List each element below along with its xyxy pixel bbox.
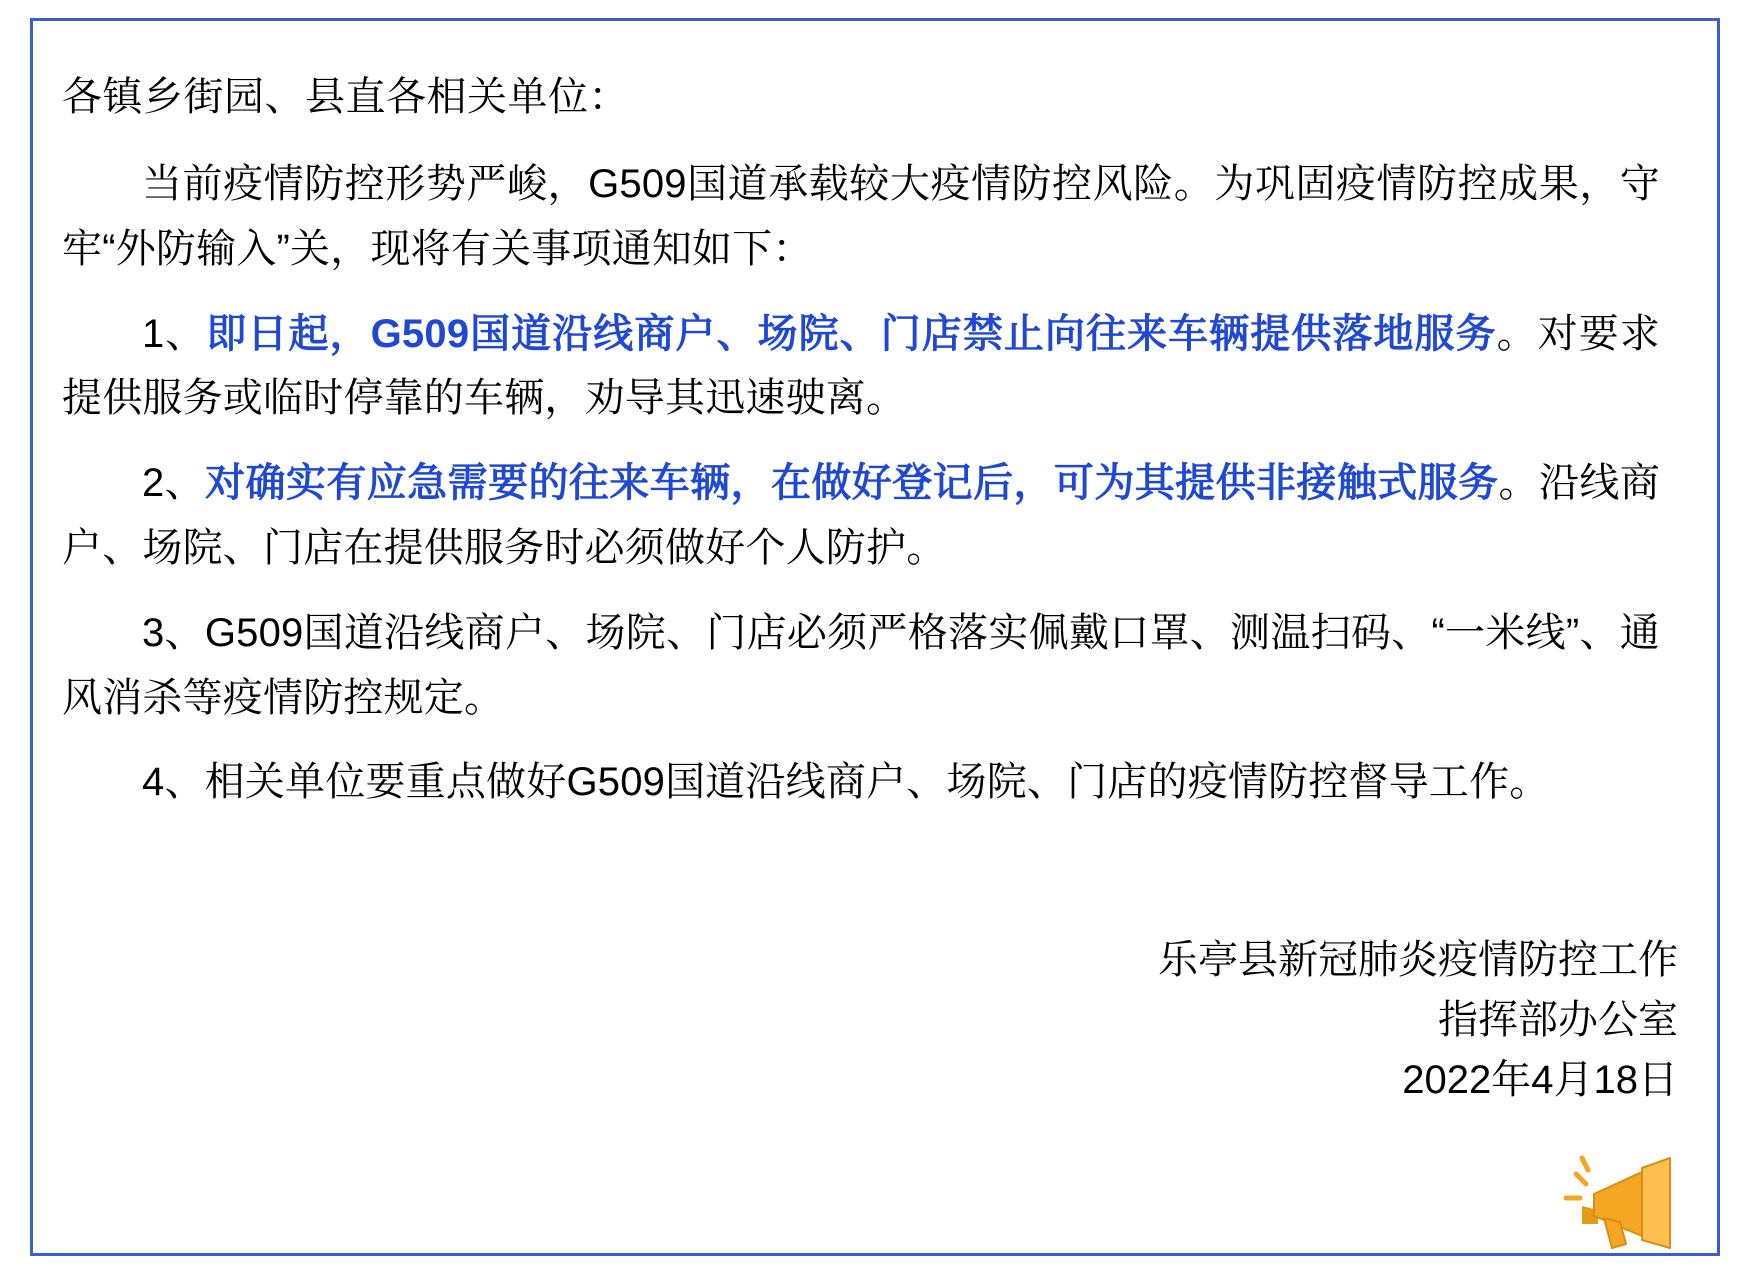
notice-item-4	[62, 750, 1660, 815]
notice-item-1	[62, 302, 1660, 432]
signature-organization: 乐亭县新冠肺炎疫情防控工作	[1158, 938, 1678, 982]
item-2-number: 2、	[142, 461, 206, 506]
signature-office: 指挥部办公室	[1438, 998, 1678, 1042]
notice-item-3	[62, 601, 1660, 731]
item-1-highlight: 即日起，G509国道沿线商户、场院、门店禁止向往来车辆提供落地服	[206, 311, 1456, 356]
item-4-number: 4、	[142, 760, 205, 805]
item-2-highlight-tail: 务	[1458, 461, 1499, 506]
item-1-number: 1、	[142, 311, 207, 356]
signature-block	[778, 930, 1678, 1110]
document-content	[62, 70, 1690, 835]
intro-paragraph: 当前疫情防控形势严峻，G509国道承载较大疫情防控风险。为巩固疫情防控成果，守牢“外防输入”关，现将有关事项通知如下：	[62, 162, 1660, 271]
item-1-rest: 。对要求提供服务或临时停靠的车辆，劝导其迅速驶离。	[62, 311, 1660, 421]
item-3-rest: G509国道沿线商户、场院、门店必须严格落实佩戴口罩、测温扫码、“一米线”、通风消杀等疫情防控规定。	[62, 610, 1660, 720]
item-1-highlight-tail: 务	[1455, 311, 1497, 356]
signature-date: 2022年4月18日	[1402, 1058, 1678, 1102]
megaphone-icon	[1542, 1144, 1692, 1254]
item-3-number: 3、	[142, 610, 205, 655]
item-2-rest: 。沿线商户、场院、门店在提供服务时必须做好个人防护。	[62, 461, 1660, 570]
item-4-rest: 相关单位要重点做好G509国道沿线商户、场院、门店的疫情防控督导工作。	[204, 760, 1550, 805]
salutation: 各镇乡街园、县直各相关单位：	[62, 75, 629, 119]
notice-item-2	[62, 451, 1660, 581]
item-2-highlight: 对确实有应急需要的往来车辆，在做好登记后，可为其提供非接触式服	[205, 461, 1459, 506]
